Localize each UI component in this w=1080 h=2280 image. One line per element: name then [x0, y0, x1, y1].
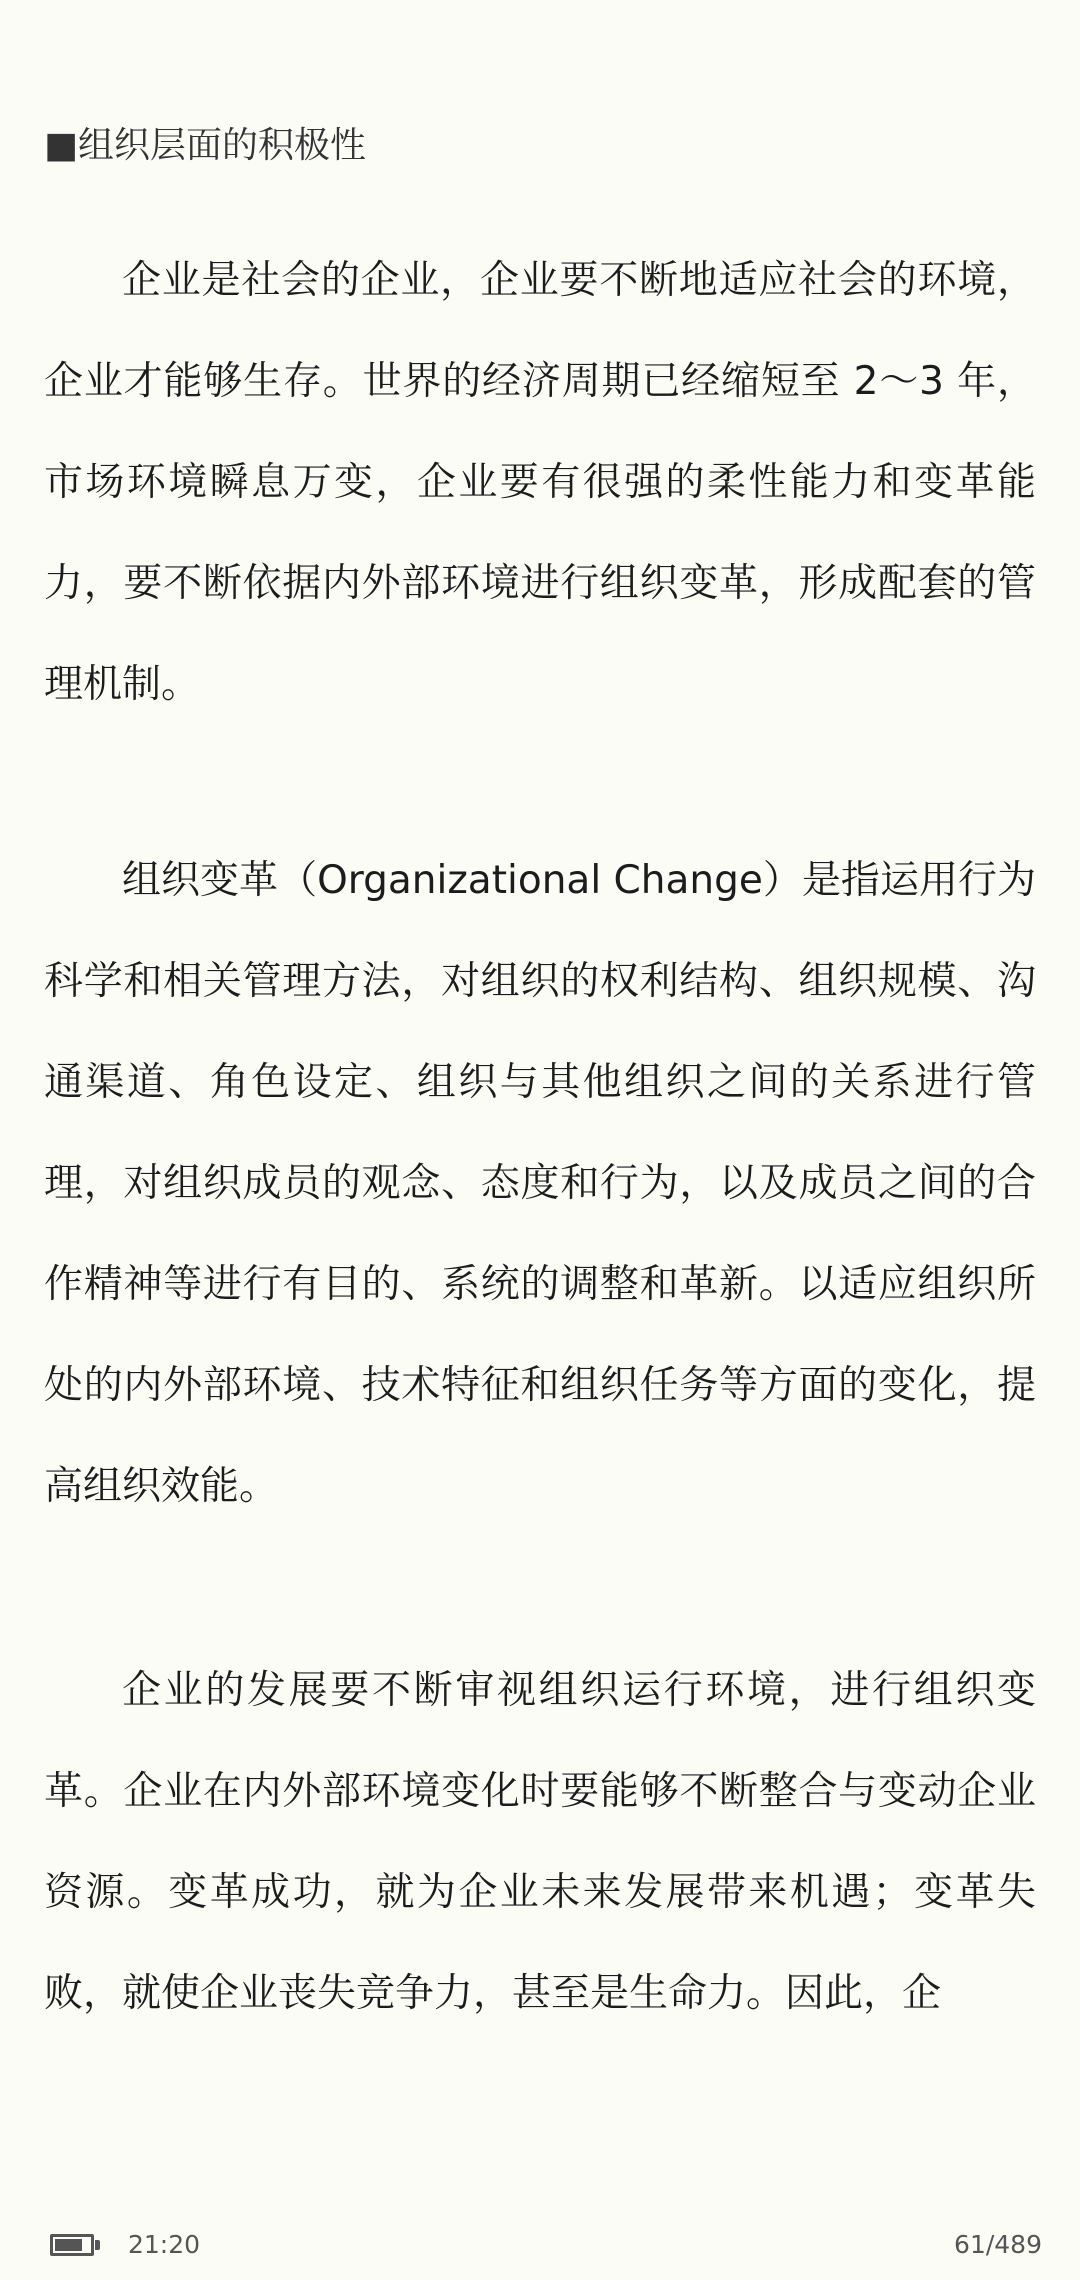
- clock: 21:20: [128, 2230, 201, 2259]
- paragraph-2: 组织变革（Organizational Change）是指运用行为科学和相关管理方法，对组织的权利结构、组织规模、沟通渠道、角色设定、组织与其他组织之间的关系进行管理，对组织成员的观念、态度和行为，以及成员之间的合作精神等进行有目的、系统的调整和革新。以适应组织所处的内外部环境、技术特征和组织任务等方面的变化，提高组织效能。: [44, 858, 1036, 1509]
- status-footer: [0, 2220, 1080, 2280]
- paragraph-1: 企业是社会的企业，企业要不断地适应社会的环境，企业才能够生存。世界的经济周期已经缩短至 2～3 年，市场环境瞬息万变，企业要有很强的柔性能力和变革能力，要不断依据内外部环境进行组织变革，形成配套的管理机制。: [44, 258, 1036, 707]
- battery-cap: [95, 2240, 100, 2250]
- paragraph-3: 企业的发展要不断审视组织运行环境，进行组织变革。企业在内外部环境变化时要能够不断整合与变动企业资源。变革成功，就为企业未来发展带来机遇；变革失败，就使企业丧失竞争力，甚至是生命力。因此，企: [44, 1668, 1036, 2016]
- page-counter: 61/489: [954, 2230, 1042, 2259]
- battery-fill: [55, 2239, 82, 2251]
- battery-icon: [50, 2234, 94, 2256]
- section-heading: ■组织层面的积极性: [44, 125, 367, 166]
